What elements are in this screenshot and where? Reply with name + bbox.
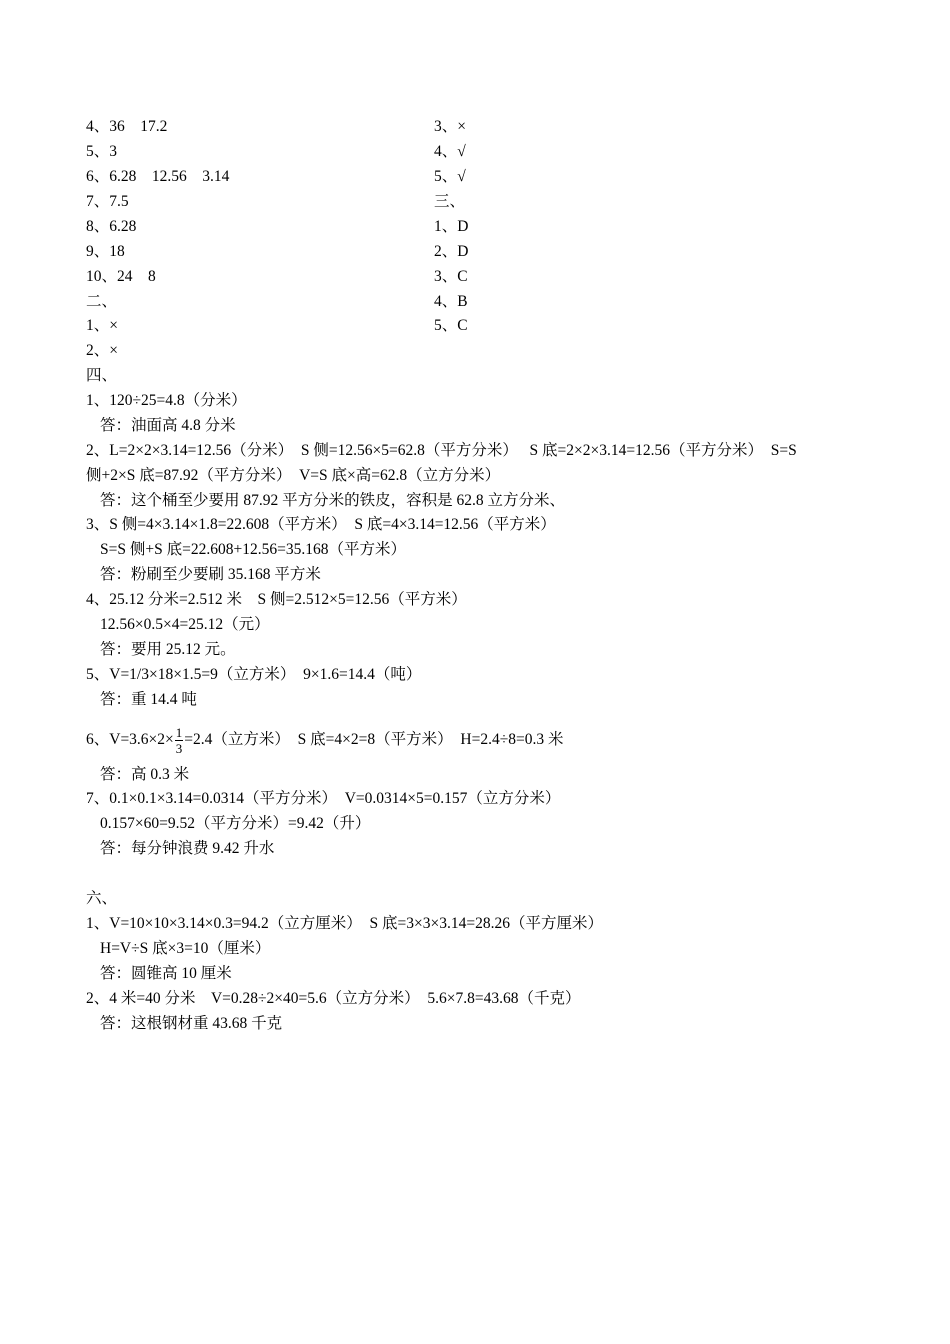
sec4-q7-answer: 答：每分钟浪费 9.42 升水 bbox=[100, 840, 275, 857]
answer-7: 7、7.5 bbox=[86, 193, 129, 210]
sec4-q5-answer: 答：重 14.4 吨 bbox=[100, 691, 197, 708]
answer-4: 4、36 17.2 bbox=[86, 118, 168, 135]
sec2-answer-1: 1、× bbox=[86, 317, 118, 334]
sec4-q7-work-cont: 0.157×60=9.52（平方分米）=9.42（升） bbox=[100, 815, 371, 832]
section-heading-4: 四、 bbox=[86, 367, 118, 384]
sec4-q6-work-b: =2.4（立方米） S 底=4×2=8（平方米） H=2.4÷8=0.3 米 bbox=[184, 731, 564, 749]
fraction-numerator: 1 bbox=[175, 725, 183, 740]
sec3-answer-3: 3、C bbox=[434, 268, 468, 285]
answer-10: 10、24 8 bbox=[86, 268, 156, 285]
sec4-q3-work-cont: S=S 侧+S 底=22.608+12.56=35.168（平方米） bbox=[100, 541, 406, 558]
answer-8: 8、6.28 bbox=[86, 218, 137, 235]
sec4-q2-answer: 答：这个桶至少要用 87.92 平方分米的铁皮，容积是 62.8 立方分米、 bbox=[100, 492, 566, 509]
sec4-q6-work-a: 6、V=3.6×2× bbox=[86, 731, 174, 749]
sec3-answer-4: 4、B bbox=[434, 293, 468, 310]
sec4-q1-work: 1、120÷25=4.8（分米） bbox=[86, 392, 247, 409]
section-heading-2: 二、 bbox=[86, 293, 118, 310]
sec2-answer-4: 4、√ bbox=[434, 143, 466, 160]
sec4-q4-work-cont: 12.56×0.5×4=25.12（元） bbox=[100, 616, 270, 633]
answer-6: 6、6.28 12.56 3.14 bbox=[86, 168, 230, 185]
sec4-q4-answer: 答：要用 25.12 元。 bbox=[100, 641, 236, 658]
fraction-one-third bbox=[175, 725, 184, 756]
sec4-q7-work: 7、0.1×0.1×3.14=0.0314（平方分米） V=0.0314×5=0.157（立方分米） bbox=[86, 790, 561, 807]
sec2-answer-2: 2、× bbox=[86, 342, 118, 359]
sec4-q5-work: 5、V=1/3×18×1.5=9（立方米） 9×1.6=14.4（吨） bbox=[86, 666, 422, 683]
sec4-q1-answer: 答：油面高 4.8 分米 bbox=[100, 417, 236, 434]
sec3-answer-5: 5、C bbox=[434, 317, 468, 334]
sec4-q4-work: 4、25.12 分米=2.512 米 S 侧=2.512×5=12.56（平方米） bbox=[86, 591, 467, 608]
sec4-q6-work bbox=[86, 725, 563, 756]
sec6-q1-work-cont: H=V÷S 底×3=10（厘米） bbox=[100, 940, 271, 957]
sec4-q3-answer: 答：粉刷至少要刷 35.168 平方米 bbox=[100, 566, 321, 583]
sec6-q2-answer: 答：这根钢材重 43.68 千克 bbox=[100, 1015, 283, 1032]
sec6-q1-work: 1、V=10×10×3.14×0.3=94.2（立方厘米） S 底=3×3×3.14=28.26（平方厘米） bbox=[86, 915, 603, 932]
section-heading-6: 六、 bbox=[86, 890, 118, 907]
sec2-answer-5: 5、√ bbox=[434, 168, 466, 185]
sec6-q1-answer: 答：圆锥高 10 厘米 bbox=[100, 965, 232, 982]
answer-9: 9、18 bbox=[86, 243, 125, 260]
sec2-answer-3: 3、× bbox=[434, 118, 466, 135]
fraction-denominator: 3 bbox=[175, 741, 183, 756]
sec4-q2-work-cont: 侧+2×S 底=87.92（平方分米） V=S 底×高=62.8（立方分米） bbox=[86, 467, 501, 484]
sec3-answer-1: 1、D bbox=[434, 218, 469, 235]
sec3-answer-2: 2、D bbox=[434, 243, 469, 260]
sec6-q2-work: 2、4 米=40 分米 V=0.28÷2×40=5.6（立方分米） 5.6×7.8=43.68（千克） bbox=[86, 990, 581, 1007]
answer-5: 5、3 bbox=[86, 143, 118, 160]
sec4-q3-work: 3、S 侧=4×3.14×1.8=22.608（平方米） S 底=4×3.14=12.56（平方米） bbox=[86, 516, 556, 533]
sec4-q2-work: 2、L=2×2×3.14=12.56（分米） S 侧=12.56×5=62.8（平方分米） S 底=2×2×3.14=12.56（平方分米） S=S bbox=[86, 442, 797, 459]
sec4-q6-answer: 答：高 0.3 米 bbox=[100, 766, 190, 783]
section-heading-3: 三、 bbox=[434, 193, 466, 210]
